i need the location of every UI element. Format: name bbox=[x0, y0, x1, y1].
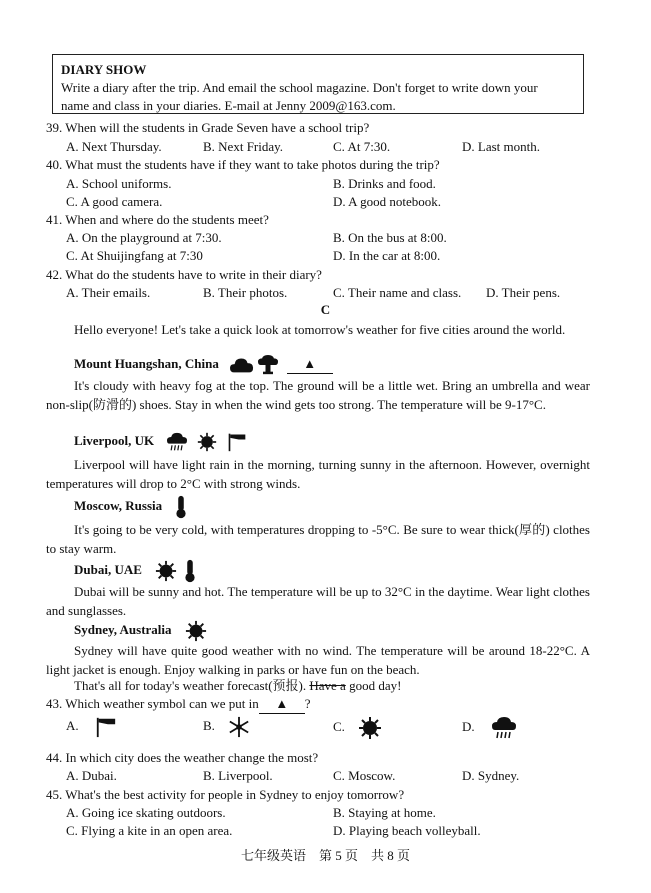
page-footer: 七年级英语 第 5 页 共 8 页 bbox=[240, 848, 410, 863]
q44-option-a: A. Dubai. bbox=[66, 768, 117, 783]
q41-option-a: A. On the playground at 7:30. bbox=[66, 230, 222, 245]
fog-icon bbox=[257, 355, 279, 375]
snowflake-icon bbox=[228, 716, 250, 738]
q44-option-b: B. Liverpool. bbox=[203, 768, 273, 783]
closing-struck: Have a bbox=[309, 678, 346, 693]
q43-option-d bbox=[462, 716, 518, 740]
q40-option-b: B. Drinks and food. bbox=[333, 176, 436, 191]
sun-icon bbox=[197, 432, 217, 452]
section-heading: C bbox=[320, 302, 331, 317]
q40-option-d: D. A good notebook. bbox=[333, 194, 441, 209]
question-45: 45. What's the best activity for people in Sydney to enjoy tomorrow? bbox=[46, 787, 405, 802]
q39-option-b: B. Next Friday. bbox=[203, 139, 284, 154]
moscow-paragraph: It's going to be very cold, with temperatures dropping to -5°C. Be sure to wear thick(厚的) clothes to stay warm. bbox=[46, 522, 590, 556]
q39-option-d: D. Last month. bbox=[462, 139, 540, 154]
q40-option-c: C. A good camera. bbox=[66, 194, 163, 209]
closing-line bbox=[74, 677, 401, 695]
huangshan-paragraph: It's cloudy with heavy fog at the top. The ground will be a little wet. Bring an umbrella and wear non-slip(防滑的) shoes. Stay in when the wind gets too strong. The temperature will be 9-17°C. bbox=[46, 378, 590, 412]
question-39: 39. When will the students in Grade Seven have a school trip? bbox=[46, 120, 370, 135]
answer-blank: ▲ bbox=[287, 355, 333, 374]
q39-option-c: C. At 7:30. bbox=[333, 139, 391, 154]
q41-option-b: B. On the bus at 8:00. bbox=[333, 230, 447, 245]
sun-icon bbox=[155, 560, 177, 582]
q39-option-a: A. Next Thursday. bbox=[66, 139, 162, 154]
city-name: Dubai, UAE bbox=[74, 561, 142, 577]
thermometer-icon bbox=[184, 559, 196, 583]
rain-icon bbox=[165, 432, 189, 452]
option-label: A. bbox=[66, 717, 79, 733]
q43-option-c bbox=[333, 716, 382, 740]
city-heading-dubai bbox=[74, 559, 196, 583]
rain-icon bbox=[490, 716, 518, 740]
answer-blank: ▲ bbox=[259, 695, 305, 714]
q41-option-c: C. At Shuijingfang at 7:30 bbox=[66, 248, 203, 263]
q42-option-b: B. Their photos. bbox=[203, 285, 288, 300]
diary-show-box bbox=[52, 54, 584, 114]
dubai-paragraph: Dubai will be sunny and hot. The temperature will be up to 32°C in the daytime. Wear light clothes and sunglasses. bbox=[46, 584, 590, 618]
option-label: D. bbox=[462, 718, 475, 734]
q42-option-d: D. Their pens. bbox=[486, 285, 561, 300]
cloud-icon bbox=[230, 356, 254, 374]
city-name: Moscow, Russia bbox=[74, 497, 163, 513]
sun-icon bbox=[185, 620, 207, 642]
q40-option-a: A. School uniforms. bbox=[66, 176, 172, 191]
option-label: B. bbox=[203, 717, 215, 733]
city-heading-sydney bbox=[74, 620, 207, 642]
q45-option-b: B. Staying at home. bbox=[333, 805, 436, 820]
q43-option-b bbox=[203, 716, 250, 738]
diary-line-1: Write a diary after the trip. And email the school magazine. Don't forget to write down your bbox=[61, 80, 538, 95]
thermometer-icon bbox=[175, 495, 187, 519]
question-41: 41. When and where do the students meet? bbox=[46, 212, 269, 227]
q45-option-c: C. Flying a kite in an open area. bbox=[66, 823, 233, 838]
city-heading-huangshan bbox=[74, 355, 333, 375]
closing-pre: That's all for today's weather forecast(预报). bbox=[74, 678, 310, 693]
q42-option-c: C. Their name and class. bbox=[333, 285, 462, 300]
q43-stem: 43. Which weather symbol can we put in bbox=[46, 696, 259, 711]
wind-flag-icon bbox=[94, 716, 118, 738]
city-name: Liverpool, UK bbox=[74, 433, 155, 448]
q45-option-d: D. Playing beach volleyball. bbox=[333, 823, 481, 838]
q41-option-d: D. In the car at 8:00. bbox=[333, 248, 441, 263]
question-42: 42. What do the students have to write in their diary? bbox=[46, 267, 322, 282]
city-name: Mount Huangshan, China bbox=[74, 356, 219, 371]
city-heading-liverpool bbox=[74, 432, 248, 452]
q42-option-a: A. Their emails. bbox=[66, 285, 151, 300]
q44-option-d: D. Sydney. bbox=[462, 768, 520, 783]
liverpool-paragraph: Liverpool will have light rain in the morning, turning sunny in the afternoon. However, overnight temperatures will drop to 2°C with strong winds. bbox=[46, 457, 590, 491]
wind-flag-icon bbox=[226, 432, 248, 452]
closing-post: good day! bbox=[345, 678, 402, 693]
question-43 bbox=[46, 695, 311, 714]
option-label: C. bbox=[333, 718, 345, 734]
question-44: 44. In which city does the weather change the most? bbox=[46, 750, 319, 765]
diary-line-2: name and class in your diaries. E-mail at Jenny 2009@163.com. bbox=[61, 98, 396, 113]
diary-title: DIARY SHOW bbox=[61, 62, 147, 77]
city-heading-moscow bbox=[74, 495, 187, 519]
question-40: 40. What must the students have if they want to take photos during the trip? bbox=[46, 157, 440, 172]
sun-icon bbox=[358, 716, 382, 740]
q44-option-c: C. Moscow. bbox=[333, 768, 396, 783]
q43-stem-end: ? bbox=[304, 696, 311, 711]
q45-option-a: A. Going ice skating outdoors. bbox=[66, 805, 226, 820]
city-name: Sydney, Australia bbox=[74, 621, 172, 637]
sydney-paragraph: Sydney will have quite good weather with no wind. The temperature will be around 18-22°C. A light jacket is enough. Enjoy walking in parks or have fun on the beach. bbox=[46, 643, 590, 677]
q43-option-a bbox=[66, 716, 118, 738]
intro-paragraph: Hello everyone! Let's take a quick look at tomorrow's weather for five cities around the world. bbox=[74, 322, 566, 337]
